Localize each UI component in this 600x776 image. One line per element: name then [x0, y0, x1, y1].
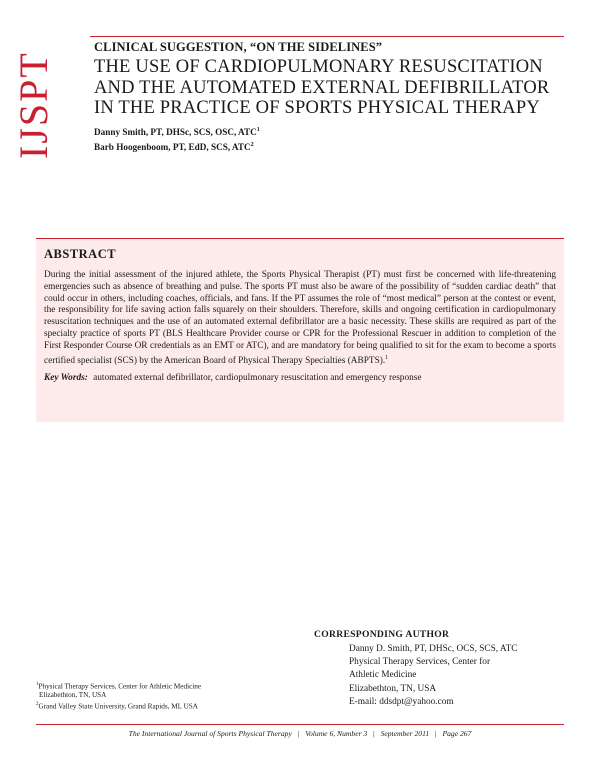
- footer-page: Page 267: [442, 729, 472, 738]
- footer-separator: |: [373, 729, 375, 738]
- footer-date: September 2011: [380, 729, 430, 738]
- author-name: Danny Smith, PT, DHSc, SCS, OSC, ATC: [94, 127, 257, 138]
- header-rule: [90, 36, 564, 37]
- journal-logo: IJSPT: [11, 51, 56, 159]
- footnote-num: 1: [36, 682, 39, 687]
- footer-rule: [36, 724, 564, 725]
- author-list: [94, 124, 564, 154]
- footnote-text: Physical Therapy Services, Center for Athletic Medicine: [38, 682, 202, 691]
- footnote: [36, 680, 296, 691]
- keywords-label: Key Words:: [44, 373, 88, 384]
- footer-separator: |: [435, 729, 437, 738]
- title-line: THE USE OF CARDIOPULMONARY RESUSCITATION: [94, 57, 543, 77]
- corr-email[interactable]: E-mail: ddsdpt@yahoo.com: [349, 696, 454, 707]
- corr-line: Athletic Medicine: [349, 670, 417, 681]
- footer-journal: The International Journal of Sports Physical Therapy: [128, 729, 292, 738]
- footer-separator: |: [297, 729, 300, 738]
- footnote-continuation: Elizabethton, TN, USA: [39, 691, 107, 700]
- author-line: [94, 124, 564, 139]
- article-title: [94, 57, 564, 119]
- page-footer: [36, 729, 564, 738]
- abstract-heading: ABSTRACT: [44, 247, 117, 261]
- article-kicker: CLINICAL SUGGESTION, “ON THE SIDELINES”: [94, 40, 383, 54]
- affiliation-footnotes: [36, 680, 296, 712]
- corr-line: Physical Therapy Services, Center for: [349, 657, 491, 668]
- abstract-body: During the initial assessment of the injured athlete, the Sports Physical Therapist (PT) must first be concerned with life-threatening emergencies such as absence of breathing and pulse. The sports PT must also be aware of the possibility of “sudden cardiac death” that could occur in others, including coaches, officials, and fans. If the PT assumes the role of “most medical” person at the contest or event, the responsibility for life saving action falls squarely on their shoulders. Therefore, skills and ongoing certification in cardiopulmonary resuscitation techniques and the use of an automated external defibrillator are a basic necessity. These skills are required as part of the specialty practice of sports PT (BLS Healthcare Provider course or CPR for the Professional Rescuer in addition to completion of the First Responder Course OR credentials as an EMT or ATC), and are mandatory for being qualified to sit for the exam to become a sports certified specialist (SCS) by the American Board of Physical Therapy Specialties (ABPTS).: [44, 270, 556, 366]
- corr-line: Danny D. Smith, PT, DHSc, OCS, SCS, ATC: [349, 644, 518, 654]
- abstract-ref: 1: [385, 354, 389, 361]
- footnote-text: Grand Valley State University, Grand Rapids, MI, USA: [38, 702, 198, 711]
- abstract-text: [44, 270, 556, 367]
- corr-line: Elizabethton, TN, USA: [349, 683, 437, 694]
- footnote: [36, 700, 296, 711]
- corresponding-author-details: [349, 643, 569, 709]
- abstract-box: [36, 238, 564, 422]
- title-line: AND THE AUTOMATED EXTERNAL DEFIBRILLATOR: [94, 77, 550, 98]
- corresponding-author-heading: CORRESPONDING AUTHOR: [314, 629, 450, 640]
- author-name: Barb Hoogenboom, PT, EdD, SCS, ATC: [94, 142, 251, 153]
- keywords: [44, 373, 556, 385]
- keywords-text: automated external defibrillator, cardiopulmonary resuscitation and emergency response: [93, 373, 422, 384]
- title-line: IN THE PRACTICE OF SPORTS PHYSICAL THERAPY: [94, 98, 540, 118]
- footer-volume: Volume 6, Number 3: [305, 729, 368, 738]
- footnote-num: 2: [36, 702, 39, 708]
- author-affil-ref: 1: [256, 127, 260, 133]
- author-affil-ref: 2: [250, 142, 254, 149]
- author-line: [94, 139, 564, 154]
